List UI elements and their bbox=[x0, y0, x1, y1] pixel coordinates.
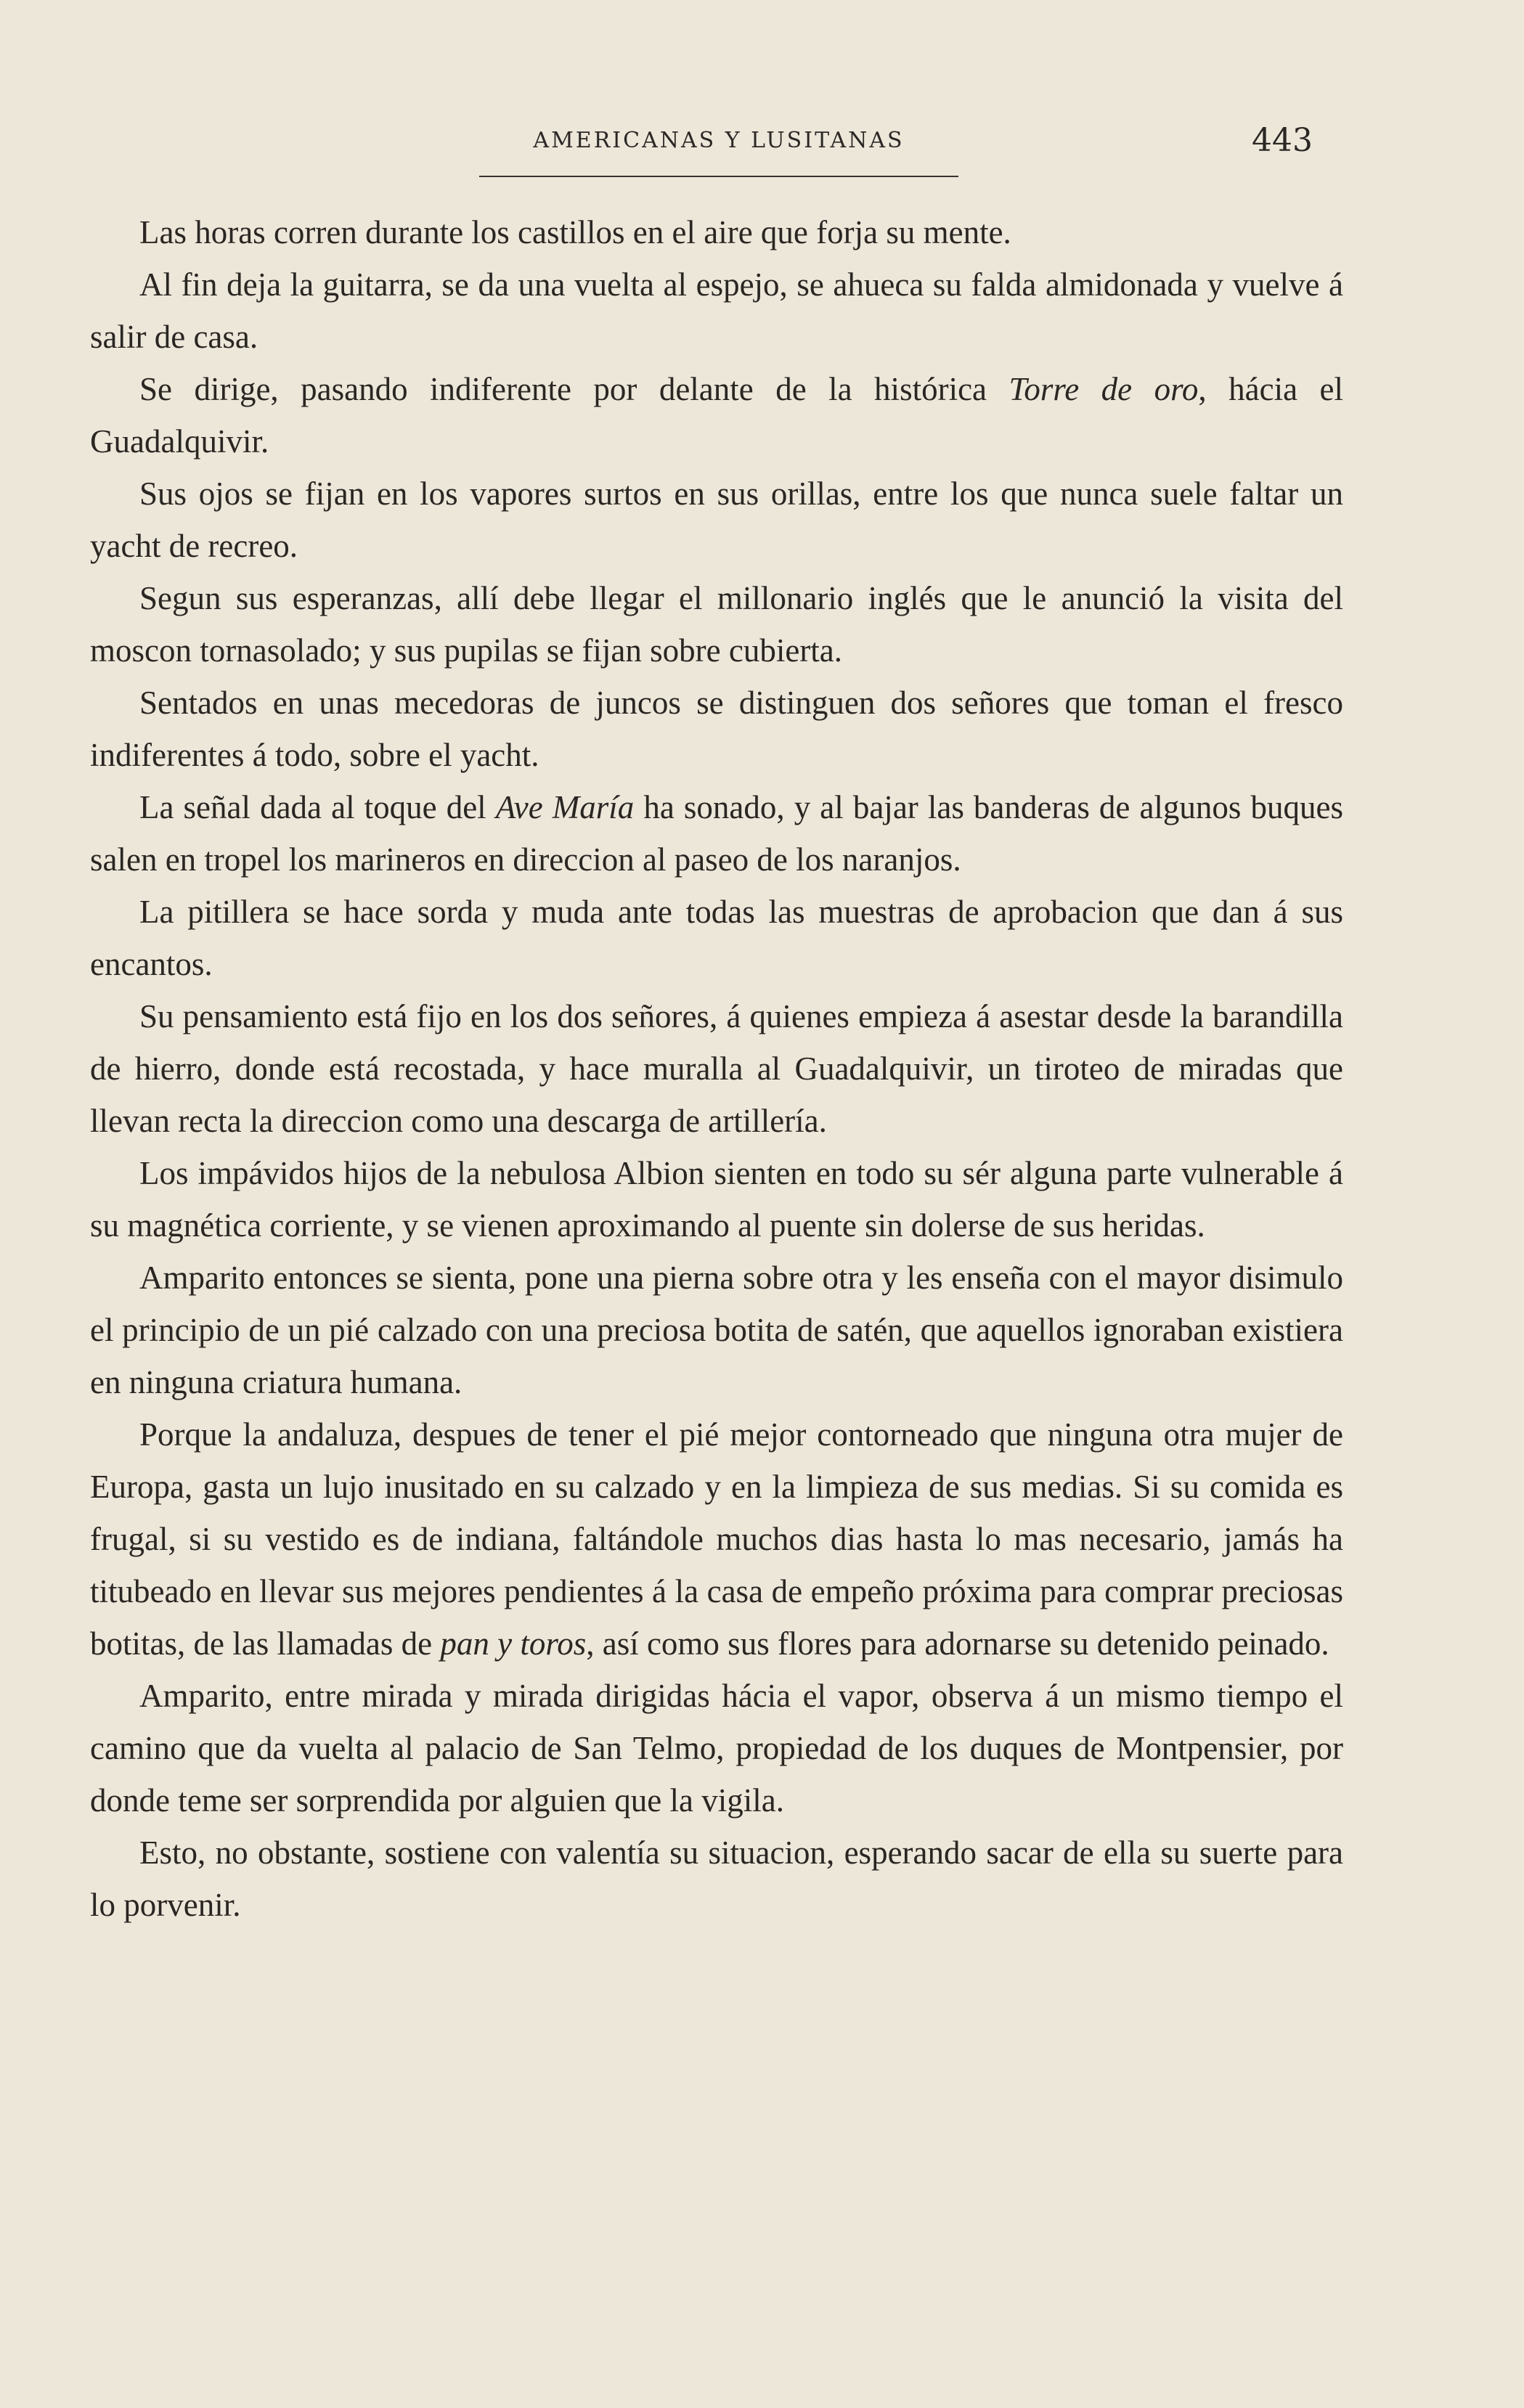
running-head: AMERICANAS Y LUSITANAS bbox=[533, 128, 905, 153]
paragraph bbox=[90, 1408, 1343, 1670]
italic-phrase: Ave María bbox=[495, 789, 635, 825]
paragraph: Amparito, entre mirada y mirada dirigidas hácia el vapor, observa á un mismo tiempo el camino que da vuelta al palacio de San Telmo, propiedad de los duques de Montpensier, por donde teme ser sorprendida por alguien que la vigila. bbox=[90, 1678, 1343, 1819]
paragraph: Su pensamiento está fijo en los dos señores, á quienes empieza á asestar desde la barandilla de hierro, donde está recostada, y hace muralla al Guadalquivir, un tiroteo de miradas que llevan recta la direccion como una descarga de artillería. bbox=[90, 998, 1343, 1139]
paragraph: La pitillera se hace sorda y muda ante todas las muestras de aprobacion que dan á sus encantos. bbox=[90, 894, 1343, 982]
header-rule bbox=[479, 176, 958, 177]
paragraph: Esto, no obstante, sostiene con valentía su situacion, esperando sacar de ella su suerte para lo porvenir. bbox=[90, 1834, 1343, 1923]
paragraph-text: Porque la andaluza, despues de tener el pié mejor contorneado que ninguna otra mujer de Europa, gasta un lujo inusitado en su calzado y en la limpieza de sus medias. Si su comida es frugal, si su vestido es de indiana, faltándole muchos dias hasta lo mas necesario, jamás ha titubeado en llevar sus mejores pendientes á la casa de empeño próxima para comprar preciosas botitas, de las llamadas de bbox=[90, 1416, 1343, 1662]
paragraph: Las horas corren durante los castillos en el aire que forja su mente. bbox=[139, 214, 1011, 250]
paragraph: Los impávidos hijos de la nebulosa Albion sienten en todo su sér alguna parte vulnerable á su magnética corriente, y se vienen aproximando al puente sin dolerse de sus heridas. bbox=[90, 1155, 1343, 1244]
paragraph-text: Se dirige, pasando indiferente por delante de la histórica bbox=[139, 371, 1009, 407]
paragraph: Sus ojos se fijan en los vapores surtos en sus orillas, entre los que nunca suele faltar un yacht de recreo. bbox=[90, 476, 1343, 564]
paragraph: Sentados en unas mecedoras de juncos se distinguen dos señores que toman el fresco indiferentes á todo, sobre el yacht. bbox=[90, 685, 1343, 773]
italic-phrase: pan y toros bbox=[440, 1625, 587, 1662]
paragraph-text: , así como sus flores para adornarse su detenido peinado. bbox=[586, 1625, 1329, 1662]
paragraph bbox=[90, 363, 1343, 468]
body-text bbox=[90, 206, 1343, 1931]
paragraph-text: ha sonado, y al bajar las banderas de algunos buques salen en tropel los marineros en direccion al paseo de los naranjos. bbox=[90, 789, 1343, 878]
page-number: 443 bbox=[1252, 122, 1313, 159]
paragraph bbox=[90, 781, 1343, 886]
paragraph: Al fin deja la guitarra, se da una vuelta al espejo, se ahueca su falda almidonada y vuelve á salir de casa. bbox=[90, 266, 1343, 355]
italic-phrase: Torre de oro bbox=[1008, 371, 1199, 407]
paragraph-text: La señal dada al toque del bbox=[139, 789, 496, 825]
paragraph: Segun sus esperanzas, allí debe llegar el millonario inglés que le anunció la visita del moscon tornasolado; y sus pupilas se fijan sobre cubierta. bbox=[90, 580, 1343, 669]
paragraph: Amparito entonces se sienta, pone una pierna sobre otra y les enseña con el mayor disimulo el principio de un pié calzado con una preciosa botita de satén, que aquellos ignoraban existiera en ninguna criatura humana. bbox=[90, 1260, 1343, 1400]
paragraph-text: , hácia el Guadalquivir. bbox=[90, 371, 1343, 460]
